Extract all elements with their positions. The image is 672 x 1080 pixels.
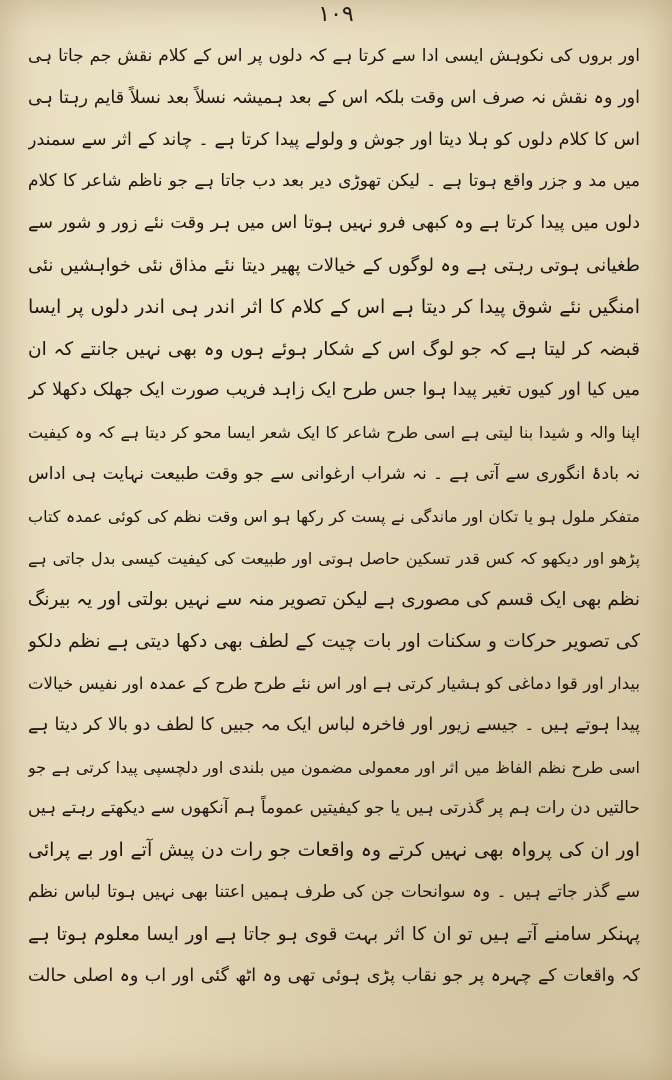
page-number: ۱۰۹	[318, 2, 354, 27]
text-line: پڑھو اور دیکھو کہ کس قدر تسکین حاصل ہوتی اور طبیعت کی کیفیت کیسی بدل جاتی ہے	[28, 548, 640, 568]
text-line: کی تصویر حرکات و سکنات اور بات چیت کے لطف بھی دکھا دیتی ہے نظم دلکو	[28, 631, 640, 653]
text-line: طغیانی ہوتی رہتی ہے وہ لوگوں کے خیالات پھیر دیتا نئے مذاق نئی خواہشیں نئی	[28, 254, 640, 276]
text-line: دلوں میں پیدا کرتا ہے وہ کبھی فرو نہیں ہوتا اس میں ہر وقت نئے زور و شور سے	[28, 213, 640, 234]
text-line: اسی طرح نظم الفاظ میں اثر اور معمولی مضمون میں بلندی اور دلچسپی پیدا کرتی ہے جو	[28, 757, 640, 777]
text-line: امنگیں نئے شوق پیدا کر دیتا ہے اس کے کلام کا اثر اندر ہی اندر دلوں پر ایسا	[28, 295, 640, 318]
text-line: حالتیں دن رات ہم پر گذرتی ہیں یا جو کیفیتیں عموماً ہم آنکھوں سے دیکھتے رہتے ہیں	[28, 798, 640, 819]
text-line: اور بروں کی نکوہش ایسی ادا سے کرتا ہے کہ دلوں پر اس کے کلام نقش جم جاتا ہی	[28, 46, 640, 66]
text-line: بیدار اور قوا دماغی کو ہشیار کرتی ہے اور اس نئے طرح طرح کے عمدہ اور نفیس خیالات	[28, 673, 640, 693]
text-line: اور وہ نقش نہ صرف اس وقت بلکہ اس کے بعد ہمیشہ نسلاً بعد نسلاً قایم رہتا ہی	[28, 87, 640, 108]
text-line: میں کیا اور کیوں تغیر پیدا ہوا جس طرح ایک زاہد فریب صورت ایک جھلک دکھلا کر	[28, 380, 640, 401]
text-line: قبضہ کر لیتا ہے کہ جو لوگ اس کے شکار ہوئے ہوں وہ بھی نہیں جانتے کہ ان	[28, 338, 640, 360]
text-line: اپنا والہ و شیدا بنا لیتی ہے اسی طرح شاعر کا ایک شعر ایسا محو کر دیتا ہے کہ وہ کیفیت	[28, 423, 640, 443]
text-line: اور ان کی پرواہ بھی نہیں کرتے وہ واقعات جو رات دن پیش آتے اور بے پرائی	[28, 839, 640, 862]
body-text	[28, 36, 640, 997]
text-line: سے گذر جاتے ہیں ۔ وہ سوانحات جن کی طرف ہمیں اعتنا بھی نہیں ہوتا لباس نظم	[28, 881, 640, 902]
text-line: متفکر ملول ہو یا تکان اور ماندگی نے پست کر رکھا ہو اس وقت نظم کی کوئی عمدہ کتاب	[28, 506, 640, 526]
text-line: نظم بھی ایک قسم کی مصوری ہے لیکن تصویر منہ سے نہیں بولتی اور یہ بیرنگ	[28, 589, 640, 611]
text-line: نہ بادۂ انگوری سے آتی ہے ۔ نہ شراب ارغوانی سے جو وقت طبیعت نہایت ہی اداس	[28, 463, 640, 484]
text-line: پیدا ہوتے ہیں ۔ جیسے زیور اور فاخرہ لباس ایک مہ جبیں کا لطف دو بالا کر دیتا ہے	[28, 714, 640, 735]
text-line: پہنکر سامنے آتے ہیں تو ان کا اثر بہت قوی ہو جاتا ہے اور ایسا معلوم ہوتا ہے	[28, 923, 640, 945]
text-line: میں مد و جزر واقع ہوتا ہے ۔ لیکن تھوڑی دیر بعد دب جاتا ہے جو ناظم شاعر کا کلام	[28, 171, 640, 192]
text-line: اس کا کلام دلوں کو ہلا دیتا اور جوش و ولولے پیدا کرتا ہے ۔ چاند کے اثر سے سمندر	[28, 129, 640, 150]
text-line: کہ واقعات کے چہرہ پر جو نقاب پڑی ہوئی تھی وہ اٹھ گئی اور اب وہ اصلی حالت	[28, 965, 640, 986]
